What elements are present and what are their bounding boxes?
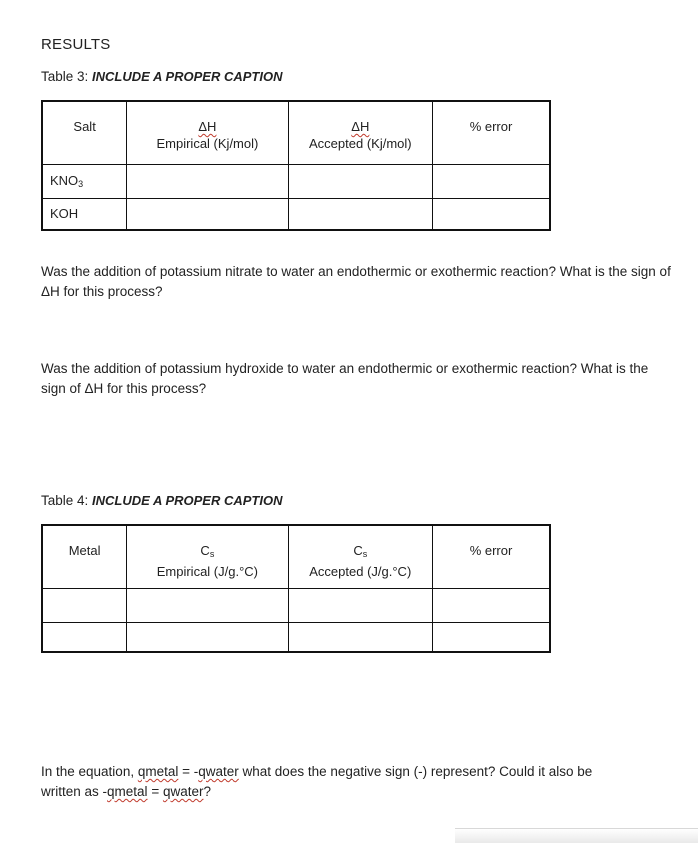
table4-cell-empty[interactable]: [127, 622, 288, 652]
q3-line2-suffix: ?: [203, 784, 211, 799]
q3-prefix: In the equation,: [41, 764, 138, 779]
q-metal-term-2: qmetal: [107, 784, 148, 799]
question3-line1: [41, 762, 671, 782]
table3-caption: [41, 69, 282, 84]
table3-header-error: [433, 101, 550, 164]
table3-cell-empty[interactable]: [433, 164, 550, 198]
q3-equals-minus: = -: [178, 764, 199, 779]
table3-header-salt: [42, 101, 127, 164]
dh-empirical-symbol: ΔH: [198, 119, 217, 134]
table4-caption: [41, 493, 282, 508]
cs-empirical-symbol: C: [200, 543, 210, 558]
table4-caption-italic: INCLUDE A PROPER CAPTION: [92, 493, 283, 508]
table4-cell-empty[interactable]: [42, 622, 127, 652]
q-water-term-2: qwater: [162, 784, 204, 799]
dh-accepted-symbol: ΔH: [351, 119, 370, 134]
question-potassium-hydroxide: Was the addition of potassium hydroxide to water an endothermic or exothermic reaction? What is the sign of ΔH for this process?: [41, 361, 649, 396]
table3-header-dh-empirical: [127, 101, 288, 164]
table4-header-cs-accepted: [288, 525, 432, 588]
results-heading: RESULTS: [41, 36, 111, 53]
page-edge-shadow: [455, 828, 698, 843]
koh-label: KOH: [50, 206, 79, 222]
kno3-label: KNO: [50, 173, 79, 188]
q3-line2-prefix: written as -: [41, 784, 108, 799]
table3-header-dh-accepted: [288, 101, 432, 164]
table4-header-error: [433, 525, 550, 588]
table4-caption-prefix: Table 4:: [41, 493, 93, 508]
table4-cell-empty[interactable]: [433, 622, 550, 652]
metal-header-label: Metal: [68, 543, 101, 558]
table3-cell-empty[interactable]: [288, 164, 432, 198]
table-row: [42, 622, 550, 652]
dh-empirical-unit: Empirical (Kj/mol): [156, 136, 259, 151]
kno3-subscript: 3: [78, 179, 84, 189]
table4-cell-empty[interactable]: [433, 588, 550, 622]
q-metal-term: qmetal: [137, 764, 179, 779]
table3-caption-italic: INCLUDE A PROPER CAPTION: [92, 69, 283, 84]
row-label-kno3: [42, 164, 127, 198]
table4-header-cs-empirical: [127, 525, 288, 588]
dh-accepted-unit: Accepted (Kj/mol): [309, 136, 412, 151]
table-row: [42, 164, 550, 198]
table4: [41, 524, 551, 653]
table4-cell-empty[interactable]: [127, 588, 288, 622]
table3: [41, 100, 551, 231]
error-header-label-t4: % error: [469, 543, 513, 558]
table3-cell-empty[interactable]: [127, 164, 288, 198]
table3-cell-empty[interactable]: [433, 198, 550, 230]
table4-header-metal: [42, 525, 127, 588]
table3-caption-prefix: Table 3:: [41, 69, 93, 84]
cs-accepted-unit: Accepted (J/g.°C): [309, 564, 412, 579]
table4-cell-empty[interactable]: [288, 622, 432, 652]
table-row: [42, 198, 550, 230]
row-label-koh: [42, 198, 127, 230]
question-potassium-nitrate: Was the addition of potassium nitrate to water an endothermic or exothermic reaction? What is the sign of ΔH for this process?: [41, 264, 671, 299]
table3-cell-empty[interactable]: [127, 198, 288, 230]
table4-cell-empty[interactable]: [42, 588, 127, 622]
q-water-term: qwater: [198, 764, 239, 779]
q3-suffix: what does the negative sign (-) represent? Could it also be: [238, 764, 593, 779]
error-header-label: % error: [469, 119, 513, 134]
q3-equals: =: [147, 784, 163, 799]
cs-accepted-sub: s: [362, 549, 368, 559]
question3-line2: [41, 782, 671, 802]
salt-header-label: Salt: [73, 119, 96, 134]
cs-empirical-unit: Empirical (J/g.°C): [156, 564, 258, 579]
cs-accepted-symbol: C: [353, 543, 363, 558]
table3-cell-empty[interactable]: [288, 198, 432, 230]
table-row: [42, 588, 550, 622]
question-negative-sign: [41, 762, 671, 802]
cs-empirical-sub: s: [209, 549, 215, 559]
table4-cell-empty[interactable]: [288, 588, 432, 622]
